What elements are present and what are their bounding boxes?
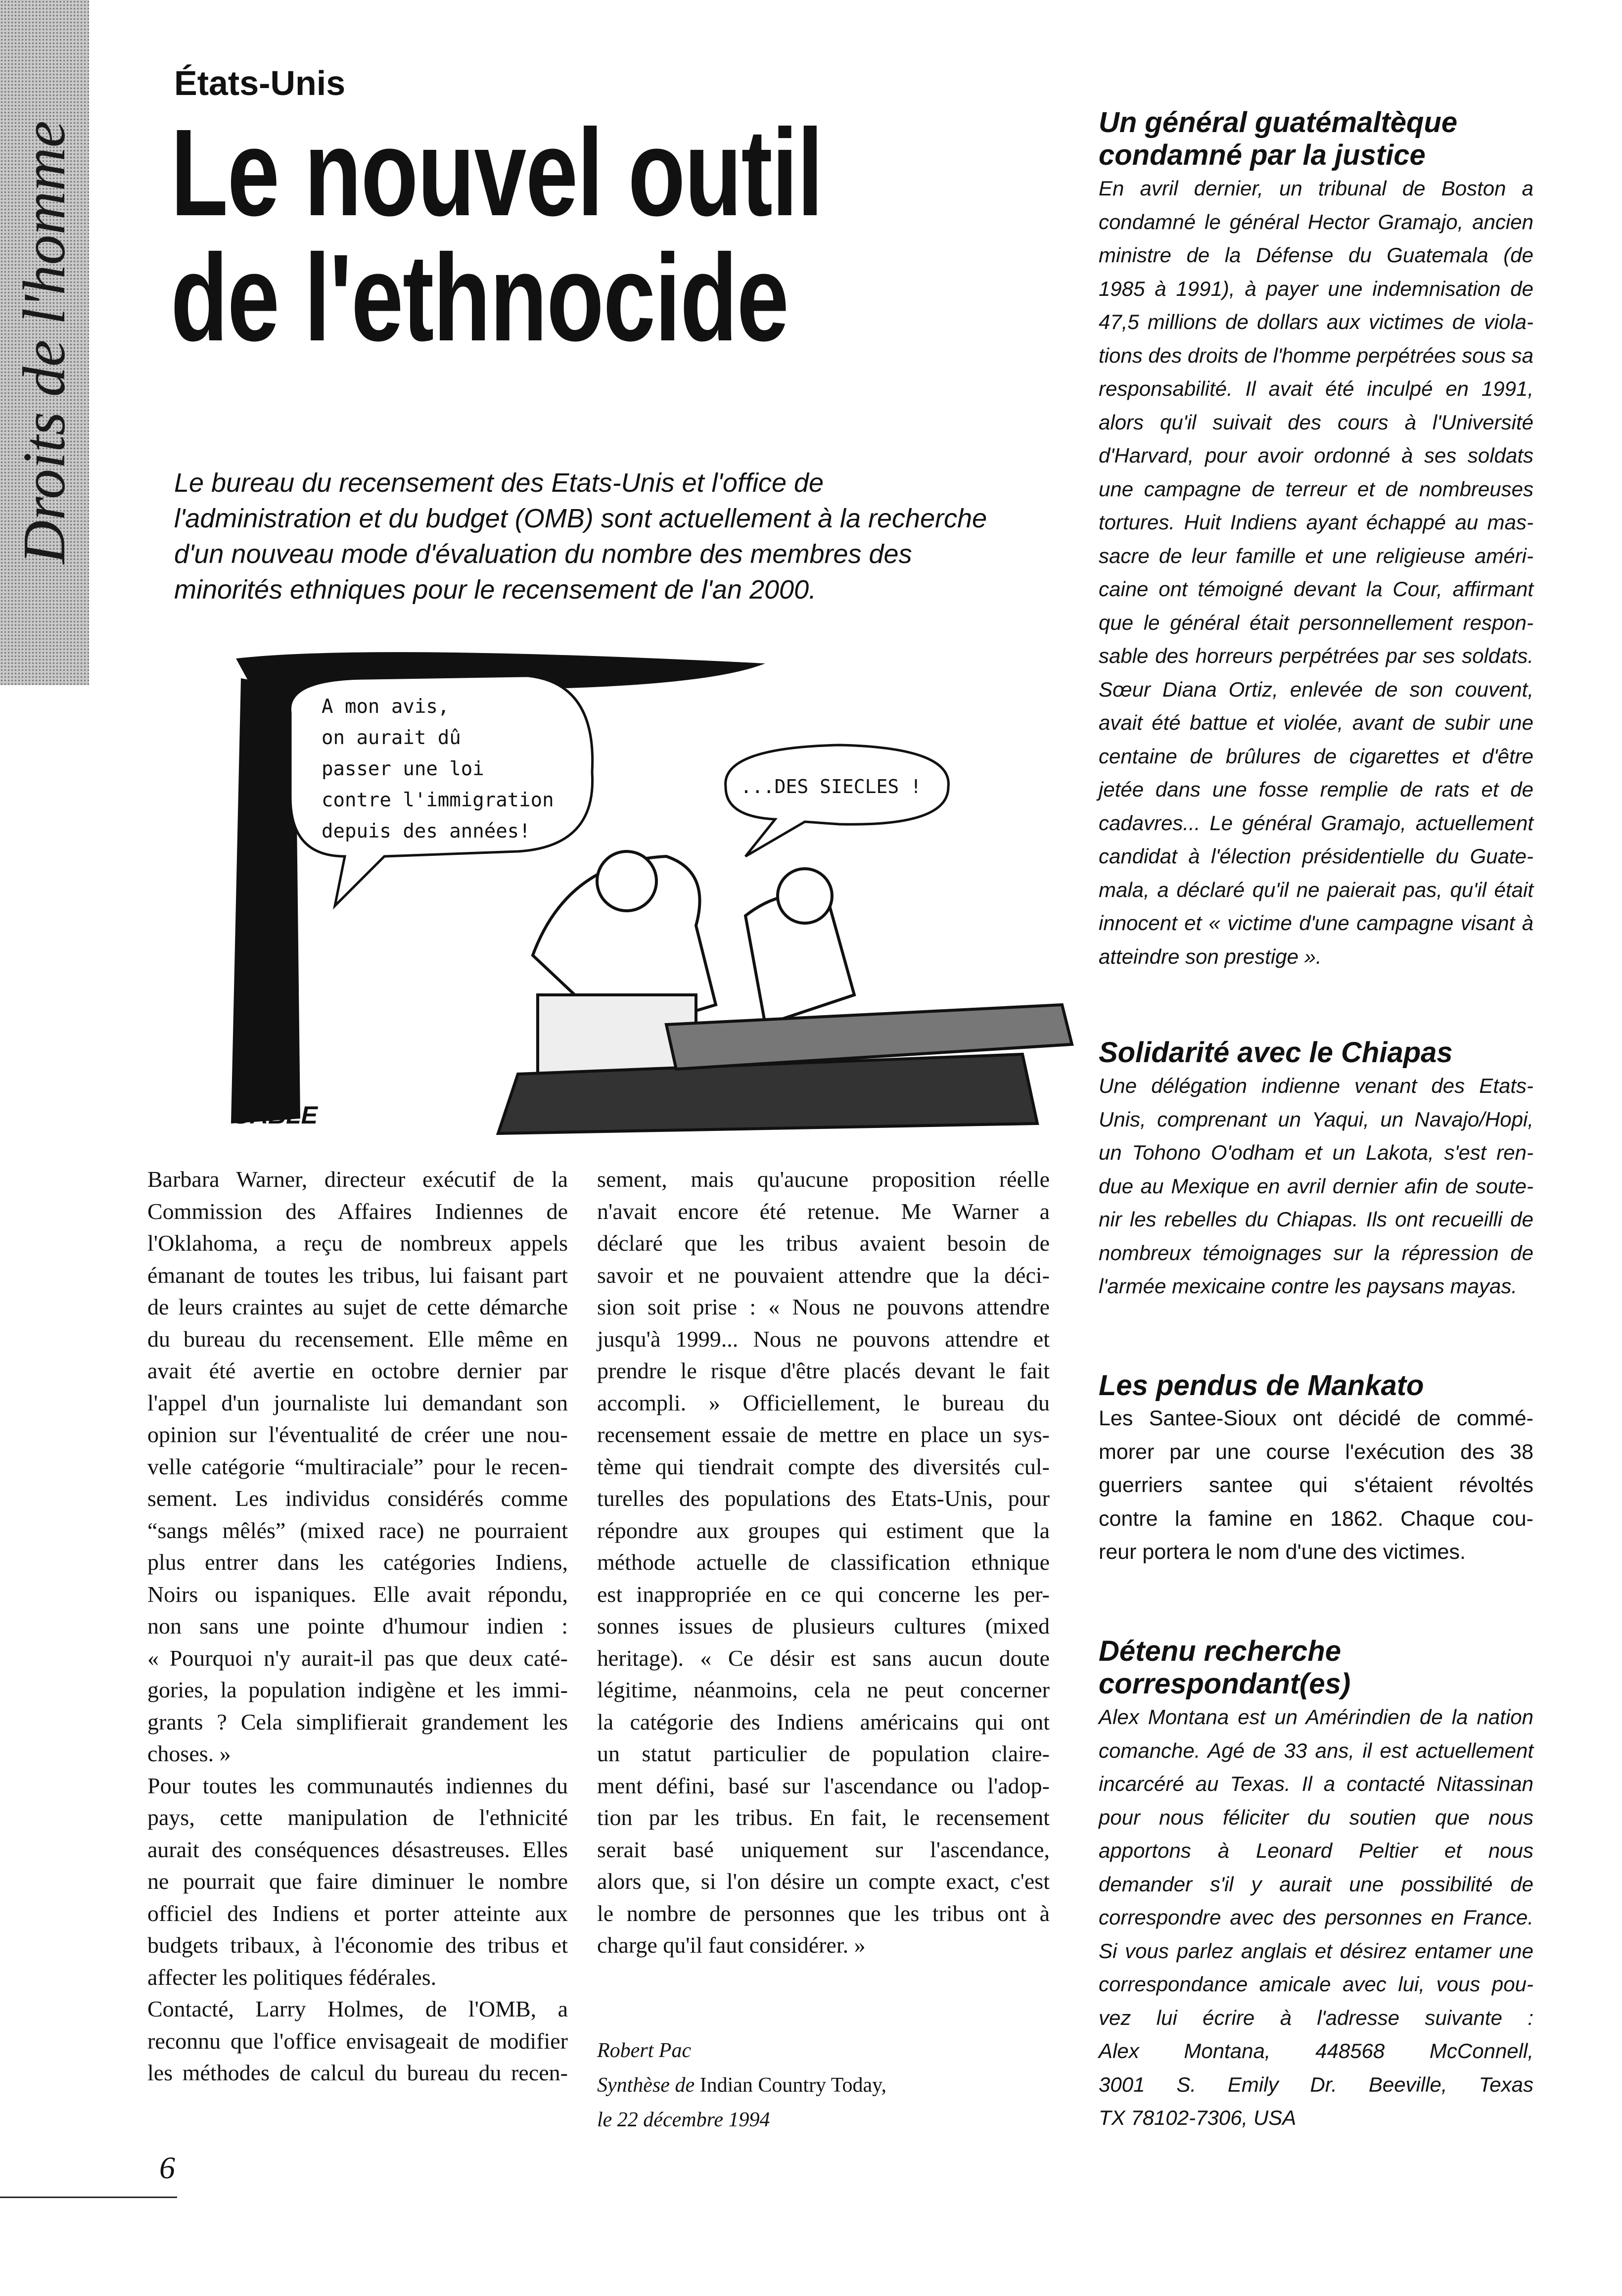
text-line: Sœur Diana Ortiz, enlevée de son couvent, bbox=[1099, 677, 1533, 701]
text-line: affecter les politiques fédérales. bbox=[147, 1964, 437, 1990]
text-line: le nombre de personnes que les tribus ont à bbox=[597, 1900, 1050, 1926]
bubble-line: depuis des années! bbox=[322, 820, 531, 843]
article-byline bbox=[597, 2033, 886, 2137]
text-line: Pour toutes les communautés indiennes du bbox=[147, 1773, 568, 1798]
text-line: une campagne de terreur et de nombreuses bbox=[1099, 477, 1533, 501]
text-line: Unis, comprenant un Yaqui, un Navajo/Hopi, bbox=[1099, 1107, 1533, 1131]
brief-title: Détenu recherche correspondant(es) bbox=[1099, 1635, 1351, 1700]
text-line: accompli. » Officiellement, le bureau du bbox=[597, 1390, 1050, 1415]
text-line: alors que, si l'on désire un compte exact, c'est bbox=[597, 1869, 1050, 1894]
text-line: que le général était personnellement respon- bbox=[1099, 610, 1533, 634]
section-label: Droits de l'homme bbox=[11, 121, 78, 564]
text-line: du bureau du recensement. Elle même en bbox=[147, 1326, 568, 1352]
text-line: innocent et « victime d'une campagne visant à bbox=[1099, 911, 1533, 935]
text-line: ministre de la Défense du Guatemala (de bbox=[1099, 243, 1533, 267]
text-line: TX 78102-7306, USA bbox=[1099, 2106, 1297, 2129]
text-line: Une délégation indienne venant des Etats- bbox=[1099, 1074, 1533, 1097]
text-line: demander s'il y aurait une possibilité de bbox=[1099, 1872, 1533, 1896]
title-line: Le nouvel outil bbox=[171, 103, 823, 241]
source-line: Synthèse de Indian Country Today, bbox=[597, 2074, 886, 2097]
text-line: centaine de brûlures de cigarettes et d'être bbox=[1099, 744, 1533, 768]
text-line: morer par une course l'exécution des 38 bbox=[1099, 1440, 1533, 1464]
text-line: sonnes issues de plusieurs cultures (mixed bbox=[597, 1613, 1050, 1639]
article-title bbox=[171, 103, 823, 367]
text-line: charge qu'il faut considérer. » bbox=[597, 1932, 866, 1958]
article-column-left bbox=[147, 1164, 568, 2089]
text-line: pays, cette manipulation de l'ethnicité bbox=[147, 1805, 568, 1830]
text-line: tion par les tribus. En fait, le recensement bbox=[597, 1805, 1050, 1830]
text-line: répondre aux groupes qui estiment que la bbox=[597, 1517, 1050, 1543]
brief-guatemala bbox=[1099, 106, 1533, 973]
section-banner bbox=[0, 0, 89, 685]
text-line: gories, la population indigène et les immi- bbox=[147, 1677, 568, 1702]
text-line: incarcéré au Texas. Il a contacté Nitassinan bbox=[1099, 1772, 1533, 1795]
text-line: n'avait encore été retenue. Me Warner a bbox=[597, 1198, 1050, 1224]
article-intro: Le bureau du recensement des Etats-Unis et l'office de l'administration et du budget (OMB) sont actuellement à la recherche d'un nouveau mode d'évaluation du nombre des membres des minorités ethniques pour le recensement de l'an 2000. bbox=[174, 468, 987, 605]
text-line: caine ont témoigné devant la Cour, affirmant bbox=[1099, 577, 1533, 601]
brief-body bbox=[1099, 1069, 1533, 1303]
text-line: l'armée mexicaine contre les paysans mayas. bbox=[1099, 1274, 1518, 1298]
text-line: sable des horreurs perpétrées par ses soldats. bbox=[1099, 644, 1533, 667]
text-line: ment défini, basé sur l'ascendance ou l'adop- bbox=[597, 1773, 1050, 1798]
brief-detenu bbox=[1099, 1635, 1533, 2135]
text-line: comanche. Agé de 33 ans, il est actuellement bbox=[1099, 1738, 1533, 1762]
text-line: émanant de toutes les tribus, lui faisant part bbox=[147, 1262, 568, 1288]
text-line: nombreux témoignages sur la répression de bbox=[1099, 1241, 1533, 1265]
source-name: Indian Country Today, bbox=[699, 2074, 886, 2097]
text-line: tions des droits de l'homme perpétrées sous sa bbox=[1099, 343, 1533, 367]
text-line: velle catégorie “multiraciale” pour le recen- bbox=[147, 1453, 568, 1479]
text-line: Commission des Affaires Indiennes de bbox=[147, 1198, 568, 1224]
brief-title: Solidarité avec le Chiapas bbox=[1099, 1036, 1453, 1069]
text-line: Noirs ou ispaniques. Elle avait répondu, bbox=[147, 1581, 568, 1607]
text-line: les méthodes de calcul du bureau du recen- bbox=[147, 2060, 568, 2085]
text-line: due au Mexique en avril dernier afin de soute- bbox=[1099, 1174, 1533, 1198]
text-line: ne pourrait que faire diminuer le nombre bbox=[147, 1869, 568, 1894]
cartoon-illustration bbox=[221, 649, 1107, 1138]
text-line: correspondance amicale avec lui, vous pou- bbox=[1099, 1972, 1533, 1996]
text-line: nir les rebelles du Chiapas. Ils ont recueilli de bbox=[1099, 1208, 1533, 1231]
article-column-middle bbox=[597, 1164, 1050, 1962]
article-kicker: États-Unis bbox=[174, 64, 346, 102]
text-line: Barbara Warner, directeur exécutif de la bbox=[147, 1167, 568, 1192]
text-line: responsabilité. Il avait été inculpé en 1991, bbox=[1099, 377, 1533, 400]
text-line: aurait des conséquences désastreuses. Elles bbox=[147, 1836, 568, 1862]
brief-title: Un général guatémaltèque condamné par la justice bbox=[1099, 106, 1458, 171]
text-line: l'appel d'un journaliste lui demandant son bbox=[147, 1390, 568, 1415]
text-line: avait été battue et violée, avant de subir une bbox=[1099, 711, 1533, 734]
artist-signature: GABLE bbox=[231, 1101, 318, 1129]
bubble-line: contre l'immigration bbox=[322, 789, 554, 811]
author: Robert Pac bbox=[597, 2039, 692, 2062]
speech-bubble-right bbox=[726, 745, 949, 856]
text-line: Alex Montana est un Amérindien de la nation bbox=[1099, 1705, 1533, 1729]
brief-body bbox=[1099, 172, 1533, 973]
speech-bubble-left bbox=[290, 676, 592, 906]
text-line: cadavres... Le général Gramajo, actuellement bbox=[1099, 811, 1533, 835]
text-line: atteindre son prestige ». bbox=[1099, 944, 1322, 968]
text-line: Contacté, Larry Holmes, de l'OMB, a bbox=[147, 1996, 568, 2021]
title-line: de l'ethnocide bbox=[171, 229, 788, 367]
text-line: tortures. Huit Indiens ayant échappé au mas- bbox=[1099, 511, 1533, 534]
text-line: méthode actuelle de classification ethnique bbox=[597, 1549, 1050, 1575]
text-line: choses. » bbox=[147, 1741, 231, 1766]
bubble-line: passer une loi bbox=[322, 758, 484, 780]
text-line: mala, a déclaré qu'il ne paierait pas, qu'il était bbox=[1099, 878, 1533, 901]
text-line: jusqu'à 1999... Nous ne pouvons attendre et bbox=[597, 1326, 1050, 1352]
text-line: savoir et ne pouvaient attendre que la déci- bbox=[597, 1262, 1050, 1288]
text-line: prendre le risque d'être placés devant le fait bbox=[597, 1358, 1050, 1383]
text-line: avait été avertie en octobre dernier par bbox=[147, 1358, 568, 1383]
text-line: non sans une pointe d'humour indien : bbox=[147, 1613, 568, 1639]
text-line: jetée dans une fosse remplie de rats et de bbox=[1099, 778, 1533, 801]
bubble-line: A mon avis, bbox=[322, 696, 450, 718]
text-line: En avril dernier, un tribunal de Boston a bbox=[1099, 177, 1533, 200]
bubble-text: ...DES SIECLES ! bbox=[741, 776, 922, 797]
text-line: Si vous parlez anglais et désirez entamer une bbox=[1099, 1939, 1533, 1963]
text-line: plus entrer dans les catégories Indiens, bbox=[147, 1549, 568, 1575]
text-line: pour nous féliciter du soutien que nous bbox=[1099, 1805, 1533, 1829]
text-line: reconnu que l'office envisageait de modifier bbox=[147, 2028, 568, 2054]
text-line: officiel des Indiens et porter atteinte aux bbox=[147, 1900, 568, 1926]
page-number: 6 bbox=[159, 2150, 175, 2185]
text-line: de leurs craintes au sujet de cette démarche bbox=[147, 1294, 568, 1319]
text-line: sacre de leur famille et une religieuse améri- bbox=[1099, 544, 1533, 567]
text-line: sement, mais qu'aucune proposition réelle bbox=[597, 1167, 1050, 1192]
brief-mankato bbox=[1099, 1369, 1533, 1569]
text-line: un statut particulier de population claire- bbox=[597, 1741, 1050, 1766]
date: le 22 décembre 1994 bbox=[597, 2109, 770, 2131]
footer-rule bbox=[0, 2197, 177, 2198]
brief-chiapas bbox=[1099, 1036, 1533, 1303]
text-line: budgets tribaux, à l'économie des tribus et bbox=[147, 1932, 568, 1958]
text-line: 47,5 millions de dollars aux victimes de viola- bbox=[1099, 310, 1533, 333]
characters-on-bench bbox=[498, 851, 1072, 1133]
brief-body bbox=[1099, 1700, 1533, 2135]
text-line: 1985 à 1991), à payer une indemnisation de bbox=[1099, 277, 1533, 300]
text-line: candidat à l'élection présidentielle du Guate- bbox=[1099, 844, 1533, 868]
text-line: grants ? Cela simplifierait grandement les bbox=[147, 1709, 568, 1734]
text-line: « Pourquoi n'y aurait-il pas que deux caté- bbox=[147, 1645, 568, 1671]
text-line: Alex Montana, 448568 McConnell, bbox=[1099, 2039, 1533, 2062]
text-line: opinion sur l'éventualité de créer une nou- bbox=[147, 1422, 568, 1447]
text-line: contre la famine en 1862. Chaque cou- bbox=[1099, 1506, 1533, 1531]
text-line: condamné le général Hector Gramajo, ancien bbox=[1099, 210, 1533, 234]
text-line: 3001 S. Emily Dr. Beeville, Texas bbox=[1099, 2072, 1533, 2096]
text-line: apportons à Leonard Peltier et nous bbox=[1099, 1839, 1533, 1862]
text-line: la catégorie des Indiens américains qui ont bbox=[597, 1709, 1050, 1734]
text-line: alors qu'il suivait des cours à l'Université bbox=[1099, 410, 1533, 434]
text-line: turelles des populations des Etats-Unis, pour bbox=[597, 1486, 1050, 1511]
text-line: “sangs mêlés” (mixed race) ne pourraient bbox=[147, 1517, 568, 1543]
text-line: tème qui tiendrait compte des diversités cul- bbox=[597, 1453, 1050, 1479]
text-line: légitime, néanmoins, cela ne peut concerner bbox=[597, 1677, 1050, 1702]
text-line: sion soit prise : « Nous ne pouvons attendre bbox=[597, 1294, 1050, 1319]
brief-title: Les pendus de Mankato bbox=[1099, 1369, 1424, 1402]
text-line: sement. Les individus considérés comme bbox=[147, 1486, 568, 1511]
text-line: heritage). « Ce désir est sans aucun doute bbox=[597, 1645, 1050, 1671]
bubble-line: on aurait dû bbox=[322, 727, 461, 749]
text-line: guerriers santee qui s'étaient révoltés bbox=[1099, 1473, 1533, 1497]
text-line: reur portera le nom d'une des victimes. bbox=[1099, 1540, 1466, 1564]
text-line: vez lui écrire à l'adresse suivante : bbox=[1099, 2006, 1533, 2029]
text-line: l'Oklahoma, a reçu de nombreux appels bbox=[147, 1230, 568, 1256]
text-line: déclaré que les tribus avaient besoin de bbox=[597, 1230, 1050, 1256]
text-line: serait basé uniquement sur l'ascendance, bbox=[597, 1836, 1050, 1862]
text-line: un Tohono O'odham et un Lakota, s'est ren- bbox=[1099, 1141, 1533, 1164]
brief-body bbox=[1099, 1402, 1533, 1569]
text-line: correspondre avec des personnes en France. bbox=[1099, 1906, 1533, 1929]
text-line: d'Harvard, pour avoir ordonné à ses soldats bbox=[1099, 444, 1533, 467]
text-line: recensement essaie de mettre en place un sys- bbox=[597, 1422, 1050, 1447]
text-line: Les Santee-Sioux ont décidé de commé- bbox=[1099, 1406, 1533, 1430]
text-line: est inappropriée en ce qui concerne les per- bbox=[597, 1581, 1050, 1607]
